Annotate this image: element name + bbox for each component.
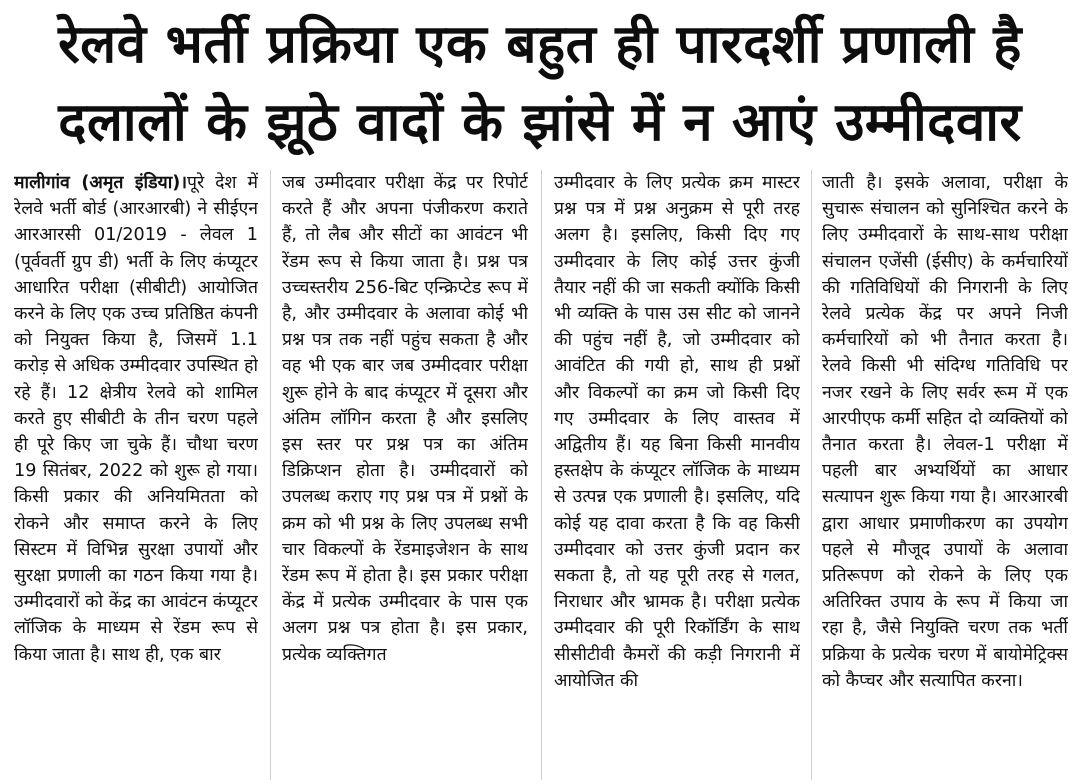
- dateline: मालीगांव (अमृत इंडिया)।: [14, 173, 187, 193]
- column-2-text: जब उम्मीदवार परीक्षा केंद्र पर रिपोर्ट करते हैं और अपना पंजीकरण कराते हैं, तो लैब और सीटों का आवंटन भी रेंडम रूप से किया जाता है। प्रश्न पत्र उच्चस्तरीय 256-बिट एन्क्रिप्टेड रूप में है, और उम्मीदवार के अलावा कोई भी प्रश्न पत्र तक नहीं पहुंच सकता है और वह भी एक बार जब उम्मीदवार परीक्षा शुरू होने के बाद कंप्यूटर में दूसरा और अंतिम लॉगिन करता है और इसलिए इस स्तर पर प्रश्न पत्र का अंतिम डिक्रिप्शन होता है। उम्मीदवारों को उपलब्ध कराए गए प्रश्न पत्र में प्रश्नों के क्रम को भी प्रश्न के लिए उपलब्ध सभी चार विकल्पों के रेंडमाइजेशन के साथ रेंडम रूप में होता है। इस प्रकार परीक्षा केंद्र में प्रत्येक उम्मीदवार के पास एक अलग प्रश्न पत्र होता है। इस प्रकार, प्रत्येक व्यक्तिगत: [282, 173, 528, 665]
- article-column-4: [822, 170, 1068, 780]
- column-divider: [270, 170, 271, 780]
- column-divider: [541, 170, 542, 780]
- article-column-2: [282, 170, 528, 780]
- headline-line-1: रेलवे भर्ती प्रक्रिया एक बहुत ही पारदर्शी प्रणाली है: [58, 14, 1022, 75]
- column-1-text: पूरे देश में रेलवे भर्ती बोर्ड (आरआरबी) ने सीईएन आरआरसी 01/2019 - लेवल 1 (पूर्ववर्ती ग्रुप डी) भर्ती के लिए कंप्यूटर आधारित परीक्षा (सीबीटी) आयोजित करने के लिए एक उच्च प्रतिष्ठित कंपनी को नियुक्त किया है, जिसमें 1.1 करोड़ से अधिक उम्मीदवार उपस्थित हो रहे हैं। 12 क्षेत्रीय रेलवे को शामिल करते हुए सीबीटी के तीन चरण पहले ही पूरे किए जा चुके हैं। चौथा चरण 19 सितंबर, 2022 को शुरू हो गया। किसी प्रकार की अनियमितता को रोकने और समाप्त करने के लिए सिस्टम में विभिन्न सुरक्षा उपायों और सुरक्षा प्रणाली का गठन किया गया है। उम्मीदवारों को केंद्र का आवंटन कंप्यूटर लॉजिक के माध्यम से रेंडम रूप से किया जाता है। साथ ही, एक बार: [14, 173, 258, 665]
- column-1-paragraph: [14, 170, 258, 668]
- column-divider: [811, 170, 812, 780]
- column-3-text: उम्मीदवार के लिए प्रत्येक क्रम मास्टर प्रश्न पत्र में प्रश्न अनुक्रम से पूरी तरह अलग है। इसलिए, किसी दिए गए उम्मीदवार के लिए कोई उत्तर कुंजी तैयार नहीं की जा सकती क्योंकि किसी भी व्यक्ति के पास उस सीट को जानने की पहुंच नहीं है, जो उम्मीदवार को आवंटित की गयी हो, साथ ही प्रश्नों और विकल्पों का क्रम जो किसी दिए गए उम्मीदवार के लिए वास्तव में अद्वितीय हैं। यह बिना किसी मानवीय हस्तक्षेप के कंप्यूटर लॉजिक के माध्यम से उत्पन्न एक प्रणाली है। इसलिए, यदि कोई यह दावा करता है कि वह किसी उम्मीदवार को उत्तर कुंजी प्रदान कर सकता है, तो यह पूरी तरह से गलत, निराधार और भ्रामक है। परीक्षा प्रत्येक उम्मीदवार की पूरी रिकॉर्डिंग के साथ सीसीटीवी कैमरों की कड़ी निगरानी में आयोजित की: [554, 173, 800, 691]
- article-body: [14, 170, 1068, 780]
- article-column-1: [14, 170, 258, 780]
- headline: [0, 6, 1080, 162]
- article-column-3: [554, 170, 800, 780]
- headline-line-2: दलालों के झूठे वादों के झांसे में न आएं उम्मीदवार: [58, 92, 1022, 153]
- column-4-text: जाती है। इसके अलावा, परीक्षा के सुचारू संचालन को सुनिश्चित करने के लिए उम्मीदवारों के साथ-साथ परीक्षा संचालन एजेंसी (ईसीए) के कर्मचारियों की गतिविधियों की निगरानी के लिए रेलवे प्रत्येक केंद्र पर अपने निजी कर्मचारियों को भी तैनात करता है। रेलवे किसी भी संदिग्ध गतिविधि पर नजर रखने के लिए सर्वर रूम में एक आरपीएफ कर्मी सहित दो व्यक्तियों को तैनात करता है। लेवल-1 परीक्षा में पहली बार अभ्यर्थियों का आधार सत्यापन शुरू किया गया है। आरआरबी द्वारा आधार प्रमाणीकरण का उपयोग पहले से मौजूद उपायों के अलावा प्रतिरूपण को रोकने के लिए एक अतिरिक्त उपाय के रूप में किया जा रहा है, जैसे नियुक्ति चरण तक भर्ती प्रक्रिया के प्रत्येक चरण में बायोमेट्रिक्स को कैप्चर और सत्यापित करना।: [822, 173, 1068, 691]
